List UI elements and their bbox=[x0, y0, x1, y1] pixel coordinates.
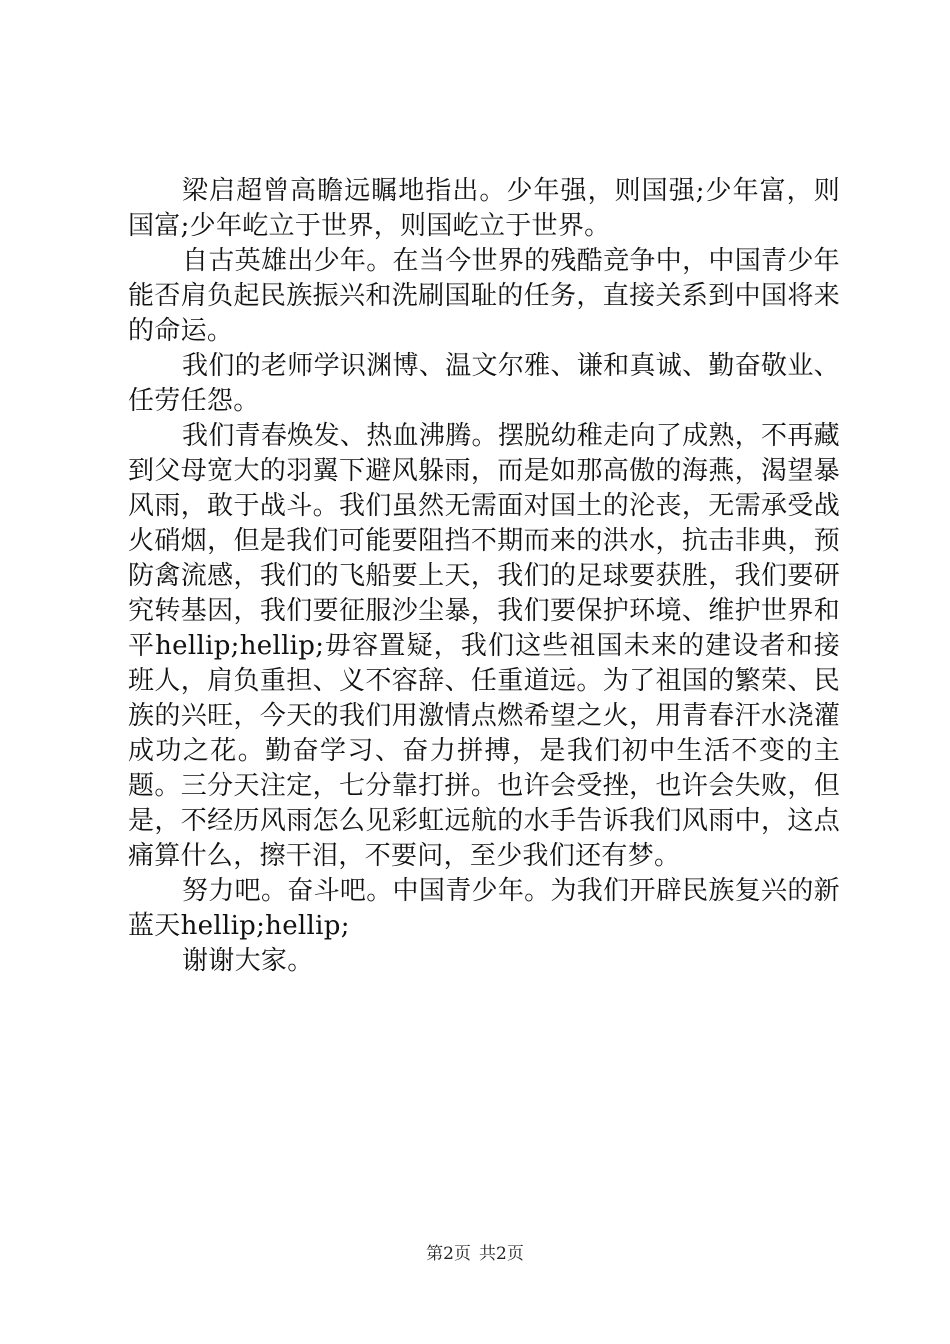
page-total: 共2页 bbox=[479, 1244, 524, 1264]
paragraph: 努力吧。奋斗吧。中国青少年。为我们开辟民族复兴的新蓝天hellip;hellip; bbox=[128, 876, 840, 941]
paragraph: 我们青春焕发、热血沸腾。摆脱幼稚走向了成熟，不再藏到父母宽大的羽翼下避风躲雨，而是如那高傲的海燕，渴望暴风雨，敢于战斗。我们虽然无需面对国土的沦丧，无需承受战火硝烟，但是我们可能要阻挡不期而来的洪水，抗击非典，预防禽流感，我们的飞船要上天，我们的足球要获胜，我们要研究转基因，我们要征服沙尘暴，我们要保护环境、维护世界和平hellip;hellip;毋容置疑，我们这些祖国未来的建设者和接班人，肩负重担、义不容辞、任重道远。为了祖国的繁荣、民族的兴旺，今天的我们用激情点燃希望之火，用青春汗水浇灌成功之花。勤奋学习、奋力拼搏，是我们初中生活不变的主题。三分天注定，七分靠打拼。也许会受挫，也许会失败，但是，不经历风雨怎么见彩虹远航的水手告诉我们风雨中，这点痛算什么，擦干泪，不要问，至少我们还有梦。 bbox=[128, 421, 840, 871]
paragraph: 自古英雄出少年。在当今世界的残酷竞争中，中国青少年能否肩负起民族振兴和洗刷国耻的任务，直接关系到中国将来的命运。 bbox=[128, 246, 840, 346]
document-body bbox=[128, 174, 840, 979]
page-footer bbox=[0, 1243, 950, 1265]
page-number: 第2页 bbox=[426, 1244, 471, 1264]
paragraph: 梁启超曾高瞻远瞩地指出。少年强，则国强;少年富，则国富;少年屹立于世界，则国屹立于世界。 bbox=[128, 176, 840, 241]
paragraph: 谢谢大家。 bbox=[182, 946, 314, 976]
paragraph: 我们的老师学识渊博、温文尔雅、谦和真诚、勤奋敬业、任劳任怨。 bbox=[128, 351, 840, 416]
